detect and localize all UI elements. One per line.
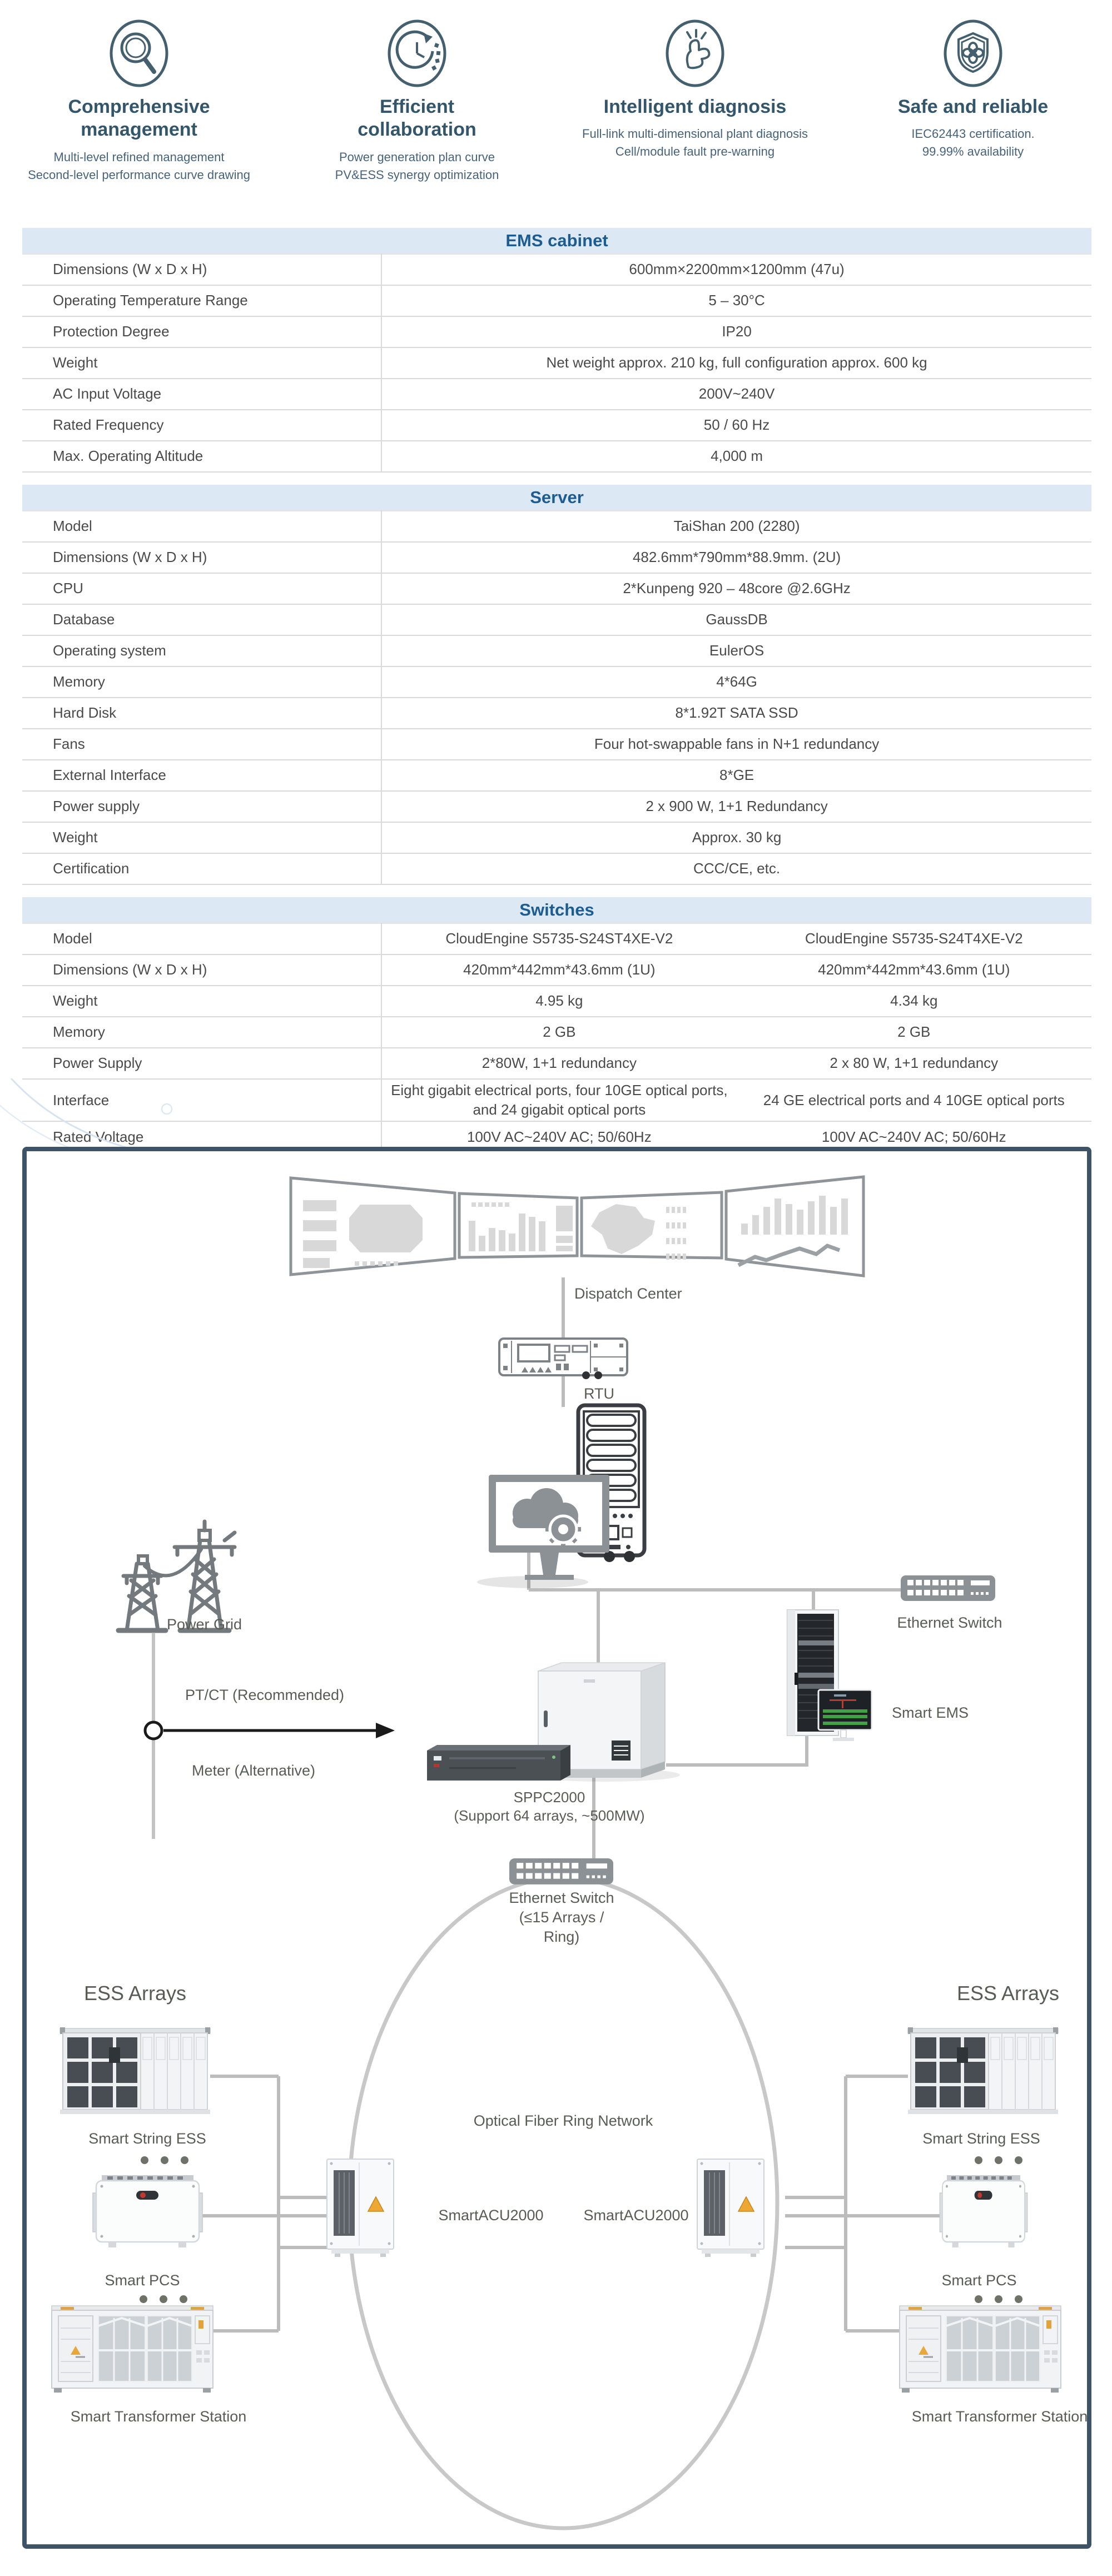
table-row — [22, 791, 1091, 822]
magnifier-icon — [107, 17, 171, 90]
row-label: Dimensions (W x D x H) — [22, 542, 381, 573]
power-grid-label: Power Grid — [167, 1616, 242, 1633]
row-value: Eight gigabit electrical ports, four 10GE optical ports, and 24 gigabit optical ports — [381, 1079, 736, 1121]
table-row — [22, 1017, 1091, 1048]
smart-pcs-right-label: Smart PCS — [941, 2272, 1017, 2289]
feature-subtitle: IEC62443 certification. 99.99% availability — [911, 127, 1035, 159]
row-label: Database — [22, 604, 381, 635]
row-value: 2 x 80 W, 1+1 redundancy — [737, 1048, 1091, 1079]
row-value: EulerOS — [381, 635, 1091, 667]
row-value: 100V AC~240V AC; 50/60Hz — [737, 1121, 1091, 1152]
row-label: Rated Frequency — [22, 410, 381, 441]
shield-icon — [941, 17, 1005, 90]
feature-comprehensive-management — [0, 17, 278, 184]
row-value: 4,000 m — [381, 441, 1091, 472]
rtu-label: RTU — [584, 1385, 615, 1402]
smart-transformer-left-label: Smart Transformer Station — [70, 2408, 247, 2425]
row-label: Model — [22, 511, 381, 542]
row-value: 24 GE electrical ports and 4 10GE optical ports — [737, 1079, 1091, 1121]
dispatch-video-wall — [291, 1177, 863, 1276]
smart-transformer-left — [52, 2306, 213, 2393]
table-row — [22, 1048, 1091, 1079]
ellipsis-dots — [975, 2295, 1022, 2303]
row-label: Memory — [22, 667, 381, 698]
feature-title: Efficient collaboration — [358, 96, 476, 141]
row-label: Weight — [22, 347, 381, 379]
ellipsis-dots — [975, 2156, 1022, 2164]
row-label: Power supply — [22, 791, 381, 822]
smart-transformer-right-label: Smart Transformer Station — [911, 2408, 1088, 2425]
smart-pcs-left-label: Smart PCS — [105, 2272, 180, 2289]
row-label: Fans — [22, 729, 381, 760]
spec-tables — [22, 228, 1091, 1184]
table-row — [22, 285, 1091, 316]
management-monitor — [477, 1475, 609, 1588]
feature-safe-reliable — [834, 17, 1112, 184]
smart-ems-label: Smart EMS — [892, 1704, 969, 1721]
table-row — [22, 379, 1091, 410]
diagram-artwork — [27, 1151, 1087, 2544]
row-label: Operating Temperature Range — [22, 285, 381, 316]
smart-string-ess-right — [908, 2027, 1058, 2114]
feature-title: Comprehensive management — [68, 96, 210, 141]
row-value: Four hot-swappable fans in N+1 redundancy — [381, 729, 1091, 760]
ellipsis-dots — [141, 2156, 188, 2164]
row-label: External Interface — [22, 760, 381, 791]
row-label: Weight — [22, 822, 381, 853]
finger-snap-icon — [663, 17, 727, 90]
row-label: Rated Voltage — [22, 1121, 381, 1152]
meter-label: Meter (Alternative) — [191, 1762, 316, 1779]
ethernet-switch-label: Ethernet Switch — [897, 1614, 1002, 1631]
table-row — [22, 667, 1091, 698]
row-value: TaiShan 200 (2280) — [381, 511, 1091, 542]
rtu-device — [499, 1339, 627, 1379]
row-label: Dimensions (W x D x H) — [22, 254, 381, 285]
sppc2000-server-unit — [427, 1745, 570, 1781]
table-row — [22, 316, 1091, 347]
row-label: Protection Degree — [22, 316, 381, 347]
optical-ring-label: Optical Fiber Ring Network — [473, 2112, 653, 2129]
row-label: Max. Operating Altitude — [22, 441, 381, 472]
row-value: 4*64G — [381, 667, 1091, 698]
clock-cycle-icon — [385, 17, 449, 90]
feature-row — [0, 17, 1112, 184]
row-value: 200V~240V — [381, 379, 1091, 410]
row-label: AC Input Voltage — [22, 379, 381, 410]
row-value: Net weight approx. 210 kg, full configuration approx. 600 kg — [381, 347, 1091, 379]
row-value: 100V AC~240V AC; 50/60Hz — [381, 1121, 736, 1152]
row-value: 8*1.92T SATA SSD — [381, 698, 1091, 729]
row-value: 482.6mm*790mm*88.9mm. (2U) — [381, 542, 1091, 573]
table-row — [22, 604, 1091, 635]
smart-pcs-right — [940, 2175, 1027, 2247]
table-row — [22, 441, 1091, 472]
feature-title: Safe and reliable — [897, 96, 1049, 117]
table-row — [22, 635, 1091, 667]
table-row — [22, 698, 1091, 729]
table-row — [22, 760, 1091, 791]
feature-subtitle: Multi-level refined management Second-level performance curve drawing — [28, 150, 250, 182]
ethernet-switch-icon — [901, 1575, 995, 1601]
ring-switch-label: Ethernet Switch (≤15 Arrays / Ring) — [509, 1889, 614, 1946]
ess-arrays-left-title: ESS Arrays — [83, 1982, 187, 2005]
table-row — [22, 923, 1091, 954]
feature-title: Intelligent diagnosis — [603, 96, 787, 117]
network-architecture-diagram — [22, 1147, 1091, 2549]
row-value: 4.95 kg — [381, 986, 736, 1017]
table-row — [22, 822, 1091, 853]
table-row — [22, 347, 1091, 379]
row-label: Hard Disk — [22, 698, 381, 729]
row-label: Dimensions (W x D x H) — [22, 954, 381, 986]
ess-arrays-right-title: ESS Arrays — [956, 1982, 1060, 2005]
row-value: 5 – 30°C — [381, 285, 1091, 316]
table-row — [22, 729, 1091, 760]
row-label: Power Supply — [22, 1048, 381, 1079]
smart-string-ess-left-label: Smart String ESS — [88, 2130, 206, 2147]
section-header-ems-cabinet: EMS cabinet — [22, 228, 1091, 253]
table-row — [22, 542, 1091, 573]
server-table — [22, 510, 1091, 885]
row-label: Operating system — [22, 635, 381, 667]
row-value: 4.34 kg — [737, 986, 1091, 1017]
row-label: Memory — [22, 1017, 381, 1048]
row-value: 2*80W, 1+1 redundancy — [381, 1048, 736, 1079]
row-label: Certification — [22, 853, 381, 884]
row-value: CloudEngine S5735-S24ST4XE-V2 — [381, 923, 736, 954]
section-header-switches: Switches — [22, 897, 1091, 923]
smart-pcs-left — [93, 2175, 202, 2247]
smartacu2000-right-label: SmartACU2000 — [583, 2207, 689, 2224]
pt-ct-label: PT/CT (Recommended) — [185, 1687, 345, 1703]
row-value: 420mm*442mm*43.6mm (1U) — [381, 954, 736, 986]
ems-cabinet-table — [22, 253, 1091, 473]
dispatch-center-label: Dispatch Center — [574, 1285, 682, 1302]
row-value: 600mm×2200mm×1200mm (47u) — [381, 254, 1091, 285]
feature-efficient-collaboration — [278, 17, 556, 184]
ellipsis-dots — [140, 2295, 187, 2303]
row-value: CloudEngine S5735-S24T4XE-V2 — [737, 923, 1091, 954]
row-value: GaussDB — [381, 604, 1091, 635]
row-value: 2 x 900 W, 1+1 Redundancy — [381, 791, 1091, 822]
table-row — [22, 511, 1091, 542]
ring-ethernet-switch-icon — [509, 1858, 613, 1884]
row-value: 50 / 60 Hz — [381, 410, 1091, 441]
smart-string-ess-left — [60, 2027, 210, 2114]
sppc2000-label: SPPC2000 (Support 64 arrays, ~500MW) — [454, 1789, 645, 1824]
table-row — [22, 254, 1091, 285]
smart-string-ess-right-label: Smart String ESS — [922, 2130, 1040, 2147]
table-row — [22, 986, 1091, 1017]
row-value: CCC/CE, etc. — [381, 853, 1091, 884]
row-value: 2 GB — [737, 1017, 1091, 1048]
table-row — [22, 410, 1091, 441]
row-label: Model — [22, 923, 381, 954]
feature-subtitle: Power generation plan curve PV&ESS synergy optimization — [335, 150, 499, 182]
pt-ct-connection — [145, 1633, 395, 1839]
row-label: Interface — [22, 1079, 381, 1121]
row-label: CPU — [22, 573, 381, 604]
row-label: Weight — [22, 986, 381, 1017]
row-value: 2*Kunpeng 920 – 48core @2.6GHz — [381, 573, 1091, 604]
table-row — [22, 954, 1091, 986]
smartacu2000-left-label: SmartACU2000 — [438, 2207, 544, 2224]
row-value: IP20 — [381, 316, 1091, 347]
feature-intelligent-diagnosis — [556, 17, 834, 184]
smartacu2000-left — [327, 2159, 394, 2257]
table-row — [22, 573, 1091, 604]
row-value: 420mm*442mm*43.6mm (1U) — [737, 954, 1091, 986]
row-value: 8*GE — [381, 760, 1091, 791]
table-row — [22, 853, 1091, 884]
smart-transformer-right — [900, 2306, 1061, 2393]
row-value: 2 GB — [381, 1017, 736, 1048]
section-header-server: Server — [22, 485, 1091, 510]
feature-subtitle: Full-link multi-dimensional plant diagnosis Cell/module fault pre-warning — [582, 127, 808, 159]
row-value: Approx. 30 kg — [381, 822, 1091, 853]
